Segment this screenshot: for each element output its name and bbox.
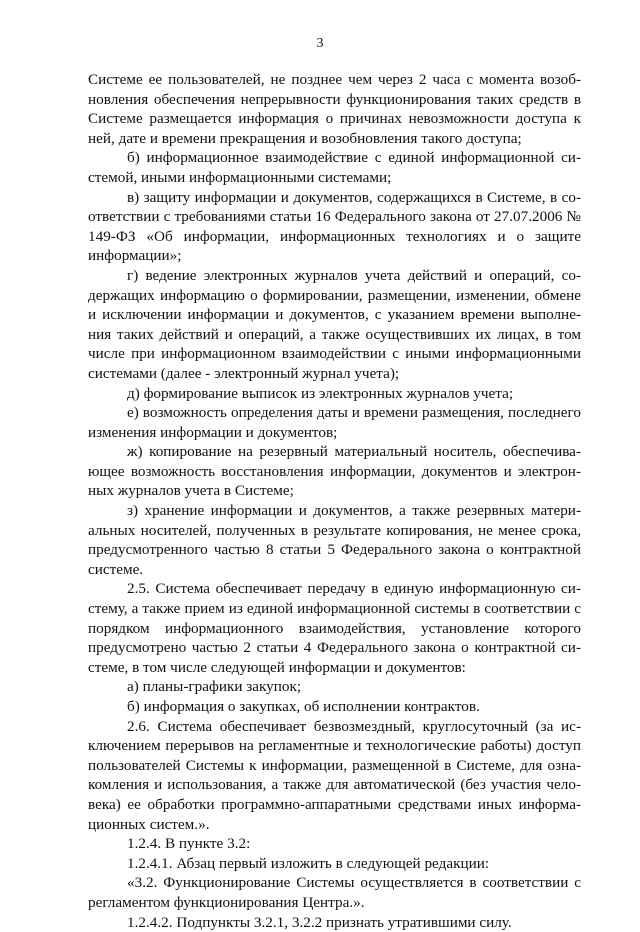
paragraph-2-6: 2.6. Система обеспечивает безвозмездный, круглосуточный (за исключением перерывов на регламентные и технологические работы) доступ пользователей Системы к информации, размещенной в Системе, для ознакомления и использования, а также для автоматической (без участия человека) ее обработки программно-аппаратными средствами иных информационных систем.».	[88, 717, 581, 833]
paragraph-2-5: 2.5. Система обеспечивает передачу в единую информационную систему, а также прием из единой информационной системы в соответствии с порядком информационного взаимодействия, установление которого предусмотрено частью 2 статьи 4 Федерального закона о контрактной системе, в том числе следующей информации и документов:	[88, 580, 581, 676]
paragraph-b-info: б) информация о закупках, об исполнении контрактов.	[127, 698, 480, 715]
paragraph-1-2-4: 1.2.4. В пункте 3.2:	[127, 835, 251, 853]
paragraph-continuation: Системе ее пользователей, не позднее чем через 2 часа с момента возобновления обеспечения непрерывности функционирования таких средств в Системе размещается информация о причинах невозможности доступа к ней, дате и времени прекращения и возобновления такого доступа;	[88, 71, 581, 147]
paragraph-v: в) защиту информации и документов, содержащихся в Системе, в соответствии с требованиями статьи 16 Федерального закона от 27.07.2006 № 149-ФЗ «Об информации, информационных технологиях и о защите информации»;	[88, 188, 581, 265]
paragraph-z: з) хранение информации и документов, а также резервных материальных носителей, полученных в результате копирования, не менее срока, предусмотренного частью 8 статьи 5 Федерального закона о контрактной системе.	[88, 502, 581, 578]
document-body	[88, 70, 581, 932]
paragraph-1-2-4-2: 1.2.4.2. Подпункты 3.2.1, 3.2.2 признать утратившими силу.	[127, 913, 512, 931]
paragraph-3-2-quote: «3.2. Функционирование Системы осуществляется в соответствии с регламентом функционирования Центра.».	[88, 874, 581, 911]
paragraph-1-2-4-1: 1.2.4.1. Абзац первый изложить в следующей редакции:	[127, 854, 490, 872]
paragraph-g: г) ведение электронных журналов учета действий и операций, содержащих информацию о формировании, размещении, изменении, обмене и исключении информации и документов, с указанием времени выполнения таких действий и операций, а также осуществивших их лицах, в том числе при информационном взаимодействии с иными информационными системами (далее - электронный журнал учета);	[88, 266, 581, 382]
paragraph-d: д) формирование выписок из электронных журналов учета;	[127, 384, 514, 402]
page-number: 3	[316, 36, 324, 51]
paragraph-e: е) возможность определения даты и времени размещения, последнего изменения информации и документов;	[88, 404, 581, 441]
paragraph-zh: ж) копирование на резервный материальный носитель, обеспечивающее возможность восстановления информации, документов и электронных журналов учета в Системе;	[88, 443, 581, 500]
paragraph-a-plans: а) планы-графики закупок;	[127, 678, 302, 696]
paragraph-b: б) информационное взаимодействие с единой информационной системой, иными информационными системами;	[88, 149, 581, 186]
